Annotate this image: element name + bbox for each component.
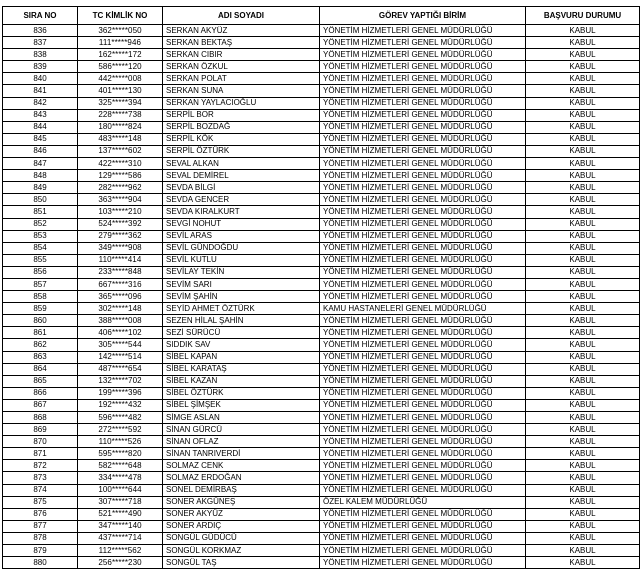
cell-tc-kimlik-no: 582*****648 (78, 460, 163, 472)
table-row (3, 25, 640, 37)
cell-gorev-birim: YÖNETİM HİZMETLERİ GENEL MÜDÜRLÜĞÜ (320, 448, 526, 460)
cell-basvuru-durumu: KABUL (526, 242, 640, 254)
cell-gorev-birim: YÖNETİM HİZMETLERİ GENEL MÜDÜRLÜĞÜ (320, 412, 526, 424)
cell-tc-kimlik-no: 422*****310 (78, 158, 163, 170)
cell-adi-soyadi: SONGÜL GÜDÜCÜ (163, 532, 320, 544)
table-row (3, 545, 640, 557)
cell-sira-no: 869 (3, 424, 78, 436)
cell-basvuru-durumu: KABUL (526, 206, 640, 218)
cell-gorev-birim: YÖNETİM HİZMETLERİ GENEL MÜDÜRLÜĞÜ (320, 557, 526, 569)
cell-sira-no: 866 (3, 387, 78, 399)
cell-basvuru-durumu: KABUL (526, 194, 640, 206)
cell-sira-no: 856 (3, 266, 78, 278)
cell-gorev-birim: YÖNETİM HİZMETLERİ GENEL MÜDÜRLÜĞÜ (320, 327, 526, 339)
table-row (3, 266, 640, 278)
table-row (3, 97, 640, 109)
cell-tc-kimlik-no: 349*****908 (78, 242, 163, 254)
header-tc-kimlik-no: TC KİMLİK NO (78, 7, 163, 25)
cell-tc-kimlik-no: 401*****130 (78, 85, 163, 97)
cell-basvuru-durumu: KABUL (526, 545, 640, 557)
cell-tc-kimlik-no: 442*****008 (78, 73, 163, 85)
cell-adi-soyadi: SOLMAZ ERDOĞAN (163, 472, 320, 484)
table-row (3, 315, 640, 327)
table-row (3, 182, 640, 194)
cell-tc-kimlik-no: 228*****738 (78, 109, 163, 121)
table-row (3, 508, 640, 520)
cell-basvuru-durumu: KABUL (526, 496, 640, 508)
cell-gorev-birim: YÖNETİM HİZMETLERİ GENEL MÜDÜRLÜĞÜ (320, 194, 526, 206)
table-row (3, 399, 640, 411)
cell-adi-soyadi: SEVİLAY TEKİN (163, 266, 320, 278)
cell-sira-no: 874 (3, 484, 78, 496)
cell-adi-soyadi: SEVİL ARAS (163, 230, 320, 242)
cell-gorev-birim: YÖNETİM HİZMETLERİ GENEL MÜDÜRLÜĞÜ (320, 266, 526, 278)
cell-basvuru-durumu: KABUL (526, 182, 640, 194)
cell-tc-kimlik-no: 388*****008 (78, 315, 163, 327)
cell-sira-no: 838 (3, 49, 78, 61)
table-row (3, 145, 640, 157)
cell-basvuru-durumu: KABUL (526, 484, 640, 496)
table-row (3, 291, 640, 303)
cell-gorev-birim: YÖNETİM HİZMETLERİ GENEL MÜDÜRLÜĞÜ (320, 424, 526, 436)
cell-basvuru-durumu: KABUL (526, 375, 640, 387)
cell-tc-kimlik-no: 100*****644 (78, 484, 163, 496)
table-row (3, 206, 640, 218)
cell-adi-soyadi: SIDDIK SAV (163, 339, 320, 351)
cell-sira-no: 852 (3, 218, 78, 230)
cell-tc-kimlik-no: 132*****702 (78, 375, 163, 387)
cell-basvuru-durumu: KABUL (526, 303, 640, 315)
cell-gorev-birim: YÖNETİM HİZMETLERİ GENEL MÜDÜRLÜĞÜ (320, 399, 526, 411)
table-row (3, 218, 640, 230)
cell-tc-kimlik-no: 667*****316 (78, 278, 163, 290)
cell-basvuru-durumu: KABUL (526, 339, 640, 351)
header-row (3, 7, 640, 25)
cell-gorev-birim: YÖNETİM HİZMETLERİ GENEL MÜDÜRLÜĞÜ (320, 25, 526, 37)
cell-basvuru-durumu: KABUL (526, 61, 640, 73)
table-row (3, 242, 640, 254)
table-row (3, 387, 640, 399)
table-row (3, 49, 640, 61)
cell-gorev-birim: YÖNETİM HİZMETLERİ GENEL MÜDÜRLÜĞÜ (320, 170, 526, 182)
cell-tc-kimlik-no: 272*****592 (78, 424, 163, 436)
cell-gorev-birim: YÖNETİM HİZMETLERİ GENEL MÜDÜRLÜĞÜ (320, 460, 526, 472)
table-row (3, 532, 640, 544)
cell-adi-soyadi: SEVAL DEMİREL (163, 170, 320, 182)
table-row (3, 254, 640, 266)
cell-tc-kimlik-no: 103*****210 (78, 206, 163, 218)
cell-sira-no: 875 (3, 496, 78, 508)
cell-gorev-birim: YÖNETİM HİZMETLERİ GENEL MÜDÜRLÜĞÜ (320, 206, 526, 218)
cell-adi-soyadi: SONEL DEMİRBAŞ (163, 484, 320, 496)
cell-sira-no: 858 (3, 291, 78, 303)
cell-tc-kimlik-no: 302*****148 (78, 303, 163, 315)
header-adi-soyadi: ADI SOYADI (163, 7, 320, 25)
cell-adi-soyadi: SİBEL ÖZTÜRK (163, 387, 320, 399)
cell-basvuru-durumu: KABUL (526, 85, 640, 97)
table-row (3, 412, 640, 424)
cell-adi-soyadi: SEYİD AHMET ÖZTÜRK (163, 303, 320, 315)
table-row (3, 303, 640, 315)
cell-adi-soyadi: SİNAN OFLAZ (163, 436, 320, 448)
cell-sira-no: 864 (3, 363, 78, 375)
cell-sira-no: 845 (3, 133, 78, 145)
cell-gorev-birim: YÖNETİM HİZMETLERİ GENEL MÜDÜRLÜĞÜ (320, 49, 526, 61)
cell-tc-kimlik-no: 595*****820 (78, 448, 163, 460)
cell-sira-no: 843 (3, 109, 78, 121)
cell-tc-kimlik-no: 129*****586 (78, 170, 163, 182)
cell-adi-soyadi: SERKAN YAYLACIOĞLU (163, 97, 320, 109)
cell-gorev-birim: YÖNETİM HİZMETLERİ GENEL MÜDÜRLÜĞÜ (320, 484, 526, 496)
cell-basvuru-durumu: KABUL (526, 291, 640, 303)
cell-sira-no: 841 (3, 85, 78, 97)
cell-basvuru-durumu: KABUL (526, 121, 640, 133)
cell-sira-no: 854 (3, 242, 78, 254)
cell-sira-no: 872 (3, 460, 78, 472)
cell-adi-soyadi: SERPİL BOZDAĞ (163, 121, 320, 133)
cell-tc-kimlik-no: 199*****396 (78, 387, 163, 399)
cell-basvuru-durumu: KABUL (526, 170, 640, 182)
cell-tc-kimlik-no: 256*****230 (78, 557, 163, 569)
cell-tc-kimlik-no: 487*****654 (78, 363, 163, 375)
cell-tc-kimlik-no: 325*****394 (78, 97, 163, 109)
cell-tc-kimlik-no: 362*****050 (78, 25, 163, 37)
cell-sira-no: 863 (3, 351, 78, 363)
cell-basvuru-durumu: KABUL (526, 254, 640, 266)
cell-sira-no: 879 (3, 545, 78, 557)
cell-gorev-birim: YÖNETİM HİZMETLERİ GENEL MÜDÜRLÜĞÜ (320, 97, 526, 109)
cell-adi-soyadi: SONGÜL KORKMAZ (163, 545, 320, 557)
cell-adi-soyadi: SEVAL ALKAN (163, 158, 320, 170)
table-row (3, 61, 640, 73)
cell-basvuru-durumu: KABUL (526, 266, 640, 278)
cell-basvuru-durumu: KABUL (526, 133, 640, 145)
cell-sira-no: 837 (3, 37, 78, 49)
cell-adi-soyadi: SEZİ SÜRÜCÜ (163, 327, 320, 339)
cell-gorev-birim: YÖNETİM HİZMETLERİ GENEL MÜDÜRLÜĞÜ (320, 254, 526, 266)
cell-gorev-birim: YÖNETİM HİZMETLERİ GENEL MÜDÜRLÜĞÜ (320, 436, 526, 448)
table-row (3, 327, 640, 339)
table-row (3, 557, 640, 569)
cell-gorev-birim: KAMU HASTANELERİ GENEL MÜDÜRLÜĞÜ (320, 303, 526, 315)
cell-adi-soyadi: SEVİL GÜNDOĞDU (163, 242, 320, 254)
cell-sira-no: 849 (3, 182, 78, 194)
cell-basvuru-durumu: KABUL (526, 508, 640, 520)
table-row (3, 133, 640, 145)
header-basvuru-durumu: BAŞVURU DURUMU (526, 7, 640, 25)
cell-adi-soyadi: SONER AKYÜZ (163, 508, 320, 520)
cell-gorev-birim: YÖNETİM HİZMETLERİ GENEL MÜDÜRLÜĞÜ (320, 109, 526, 121)
table-row (3, 496, 640, 508)
cell-adi-soyadi: SERKAN CIBIR (163, 49, 320, 61)
cell-sira-no: 877 (3, 520, 78, 532)
cell-adi-soyadi: SEVDA KIRALKURT (163, 206, 320, 218)
cell-adi-soyadi: SİBEL ŞİMŞEK (163, 399, 320, 411)
cell-basvuru-durumu: KABUL (526, 412, 640, 424)
cell-adi-soyadi: SERKAN AKYÜZ (163, 25, 320, 37)
cell-sira-no: 842 (3, 97, 78, 109)
applicant-table (2, 6, 640, 569)
cell-gorev-birim: YÖNETİM HİZMETLERİ GENEL MÜDÜRLÜĞÜ (320, 230, 526, 242)
cell-tc-kimlik-no: 110*****414 (78, 254, 163, 266)
cell-sira-no: 853 (3, 230, 78, 242)
cell-basvuru-durumu: KABUL (526, 448, 640, 460)
cell-tc-kimlik-no: 162*****172 (78, 49, 163, 61)
table-row (3, 472, 640, 484)
cell-sira-no: 865 (3, 375, 78, 387)
cell-tc-kimlik-no: 233*****848 (78, 266, 163, 278)
cell-gorev-birim: YÖNETİM HİZMETLERİ GENEL MÜDÜRLÜĞÜ (320, 145, 526, 157)
cell-tc-kimlik-no: 307*****718 (78, 496, 163, 508)
cell-gorev-birim: YÖNETİM HİZMETLERİ GENEL MÜDÜRLÜĞÜ (320, 339, 526, 351)
cell-sira-no: 880 (3, 557, 78, 569)
cell-gorev-birim: YÖNETİM HİZMETLERİ GENEL MÜDÜRLÜĞÜ (320, 37, 526, 49)
cell-adi-soyadi: SEZEN HİLAL ŞAHİN (163, 315, 320, 327)
cell-adi-soyadi: SEVGİ NOHUT (163, 218, 320, 230)
cell-tc-kimlik-no: 365*****096 (78, 291, 163, 303)
cell-gorev-birim: YÖNETİM HİZMETLERİ GENEL MÜDÜRLÜĞÜ (320, 121, 526, 133)
table-row (3, 170, 640, 182)
cell-adi-soyadi: SONER AKGÜNEŞ (163, 496, 320, 508)
cell-sira-no: 839 (3, 61, 78, 73)
cell-tc-kimlik-no: 437*****714 (78, 532, 163, 544)
cell-basvuru-durumu: KABUL (526, 25, 640, 37)
table-row (3, 436, 640, 448)
cell-sira-no: 860 (3, 315, 78, 327)
cell-gorev-birim: YÖNETİM HİZMETLERİ GENEL MÜDÜRLÜĞÜ (320, 508, 526, 520)
cell-adi-soyadi: SERKAN SUNA (163, 85, 320, 97)
header-sira-no: SIRA NO (3, 7, 78, 25)
cell-adi-soyadi: SİNAN TANRIVERDİ (163, 448, 320, 460)
cell-tc-kimlik-no: 586*****120 (78, 61, 163, 73)
cell-adi-soyadi: SİNAN GÜRCÜ (163, 424, 320, 436)
cell-adi-soyadi: SERPİL BOR (163, 109, 320, 121)
cell-sira-no: 871 (3, 448, 78, 460)
cell-adi-soyadi: SEVİM ŞAHİN (163, 291, 320, 303)
cell-adi-soyadi: SİMGE ASLAN (163, 412, 320, 424)
table-row (3, 73, 640, 85)
cell-gorev-birim: YÖNETİM HİZMETLERİ GENEL MÜDÜRLÜĞÜ (320, 545, 526, 557)
cell-gorev-birim: YÖNETİM HİZMETLERİ GENEL MÜDÜRLÜĞÜ (320, 61, 526, 73)
cell-tc-kimlik-no: 521*****490 (78, 508, 163, 520)
cell-gorev-birim: YÖNETİM HİZMETLERİ GENEL MÜDÜRLÜĞÜ (320, 133, 526, 145)
table-row (3, 85, 640, 97)
cell-tc-kimlik-no: 483*****148 (78, 133, 163, 145)
cell-sira-no: 850 (3, 194, 78, 206)
cell-tc-kimlik-no: 110*****526 (78, 436, 163, 448)
table-row (3, 278, 640, 290)
cell-sira-no: 848 (3, 170, 78, 182)
cell-gorev-birim: YÖNETİM HİZMETLERİ GENEL MÜDÜRLÜĞÜ (320, 387, 526, 399)
cell-gorev-birim: YÖNETİM HİZMETLERİ GENEL MÜDÜRLÜĞÜ (320, 278, 526, 290)
cell-sira-no: 855 (3, 254, 78, 266)
cell-basvuru-durumu: KABUL (526, 278, 640, 290)
cell-gorev-birim: YÖNETİM HİZMETLERİ GENEL MÜDÜRLÜĞÜ (320, 242, 526, 254)
cell-gorev-birim: YÖNETİM HİZMETLERİ GENEL MÜDÜRLÜĞÜ (320, 85, 526, 97)
cell-adi-soyadi: SONER ARDIÇ (163, 520, 320, 532)
cell-adi-soyadi: SERKAN ÖZKUL (163, 61, 320, 73)
table-row (3, 158, 640, 170)
cell-sira-no: 876 (3, 508, 78, 520)
cell-basvuru-durumu: KABUL (526, 315, 640, 327)
cell-adi-soyadi: SEVİL KUTLU (163, 254, 320, 266)
table-header (3, 7, 640, 25)
cell-tc-kimlik-no: 112*****562 (78, 545, 163, 557)
cell-basvuru-durumu: KABUL (526, 363, 640, 375)
cell-tc-kimlik-no: 279*****362 (78, 230, 163, 242)
cell-tc-kimlik-no: 334*****478 (78, 472, 163, 484)
cell-tc-kimlik-no: 406*****102 (78, 327, 163, 339)
cell-gorev-birim: ÖZEL KALEM MÜDÜRLÜĞÜ (320, 496, 526, 508)
cell-gorev-birim: YÖNETİM HİZMETLERİ GENEL MÜDÜRLÜĞÜ (320, 472, 526, 484)
cell-gorev-birim: YÖNETİM HİZMETLERİ GENEL MÜDÜRLÜĞÜ (320, 73, 526, 85)
cell-adi-soyadi: SERKAN POLAT (163, 73, 320, 85)
cell-sira-no: 857 (3, 278, 78, 290)
cell-adi-soyadi: SİBEL KAPAN (163, 351, 320, 363)
cell-gorev-birim: YÖNETİM HİZMETLERİ GENEL MÜDÜRLÜĞÜ (320, 218, 526, 230)
cell-basvuru-durumu: KABUL (526, 73, 640, 85)
cell-adi-soyadi: SEVDA GENCER (163, 194, 320, 206)
cell-gorev-birim: YÖNETİM HİZMETLERİ GENEL MÜDÜRLÜĞÜ (320, 158, 526, 170)
cell-basvuru-durumu: KABUL (526, 532, 640, 544)
table-row (3, 448, 640, 460)
table-row (3, 520, 640, 532)
cell-sira-no: 868 (3, 412, 78, 424)
cell-basvuru-durumu: KABUL (526, 218, 640, 230)
cell-gorev-birim: YÖNETİM HİZMETLERİ GENEL MÜDÜRLÜĞÜ (320, 375, 526, 387)
cell-basvuru-durumu: KABUL (526, 557, 640, 569)
cell-basvuru-durumu: KABUL (526, 327, 640, 339)
cell-basvuru-durumu: KABUL (526, 37, 640, 49)
cell-tc-kimlik-no: 347*****140 (78, 520, 163, 532)
cell-basvuru-durumu: KABUL (526, 436, 640, 448)
cell-basvuru-durumu: KABUL (526, 520, 640, 532)
table-row (3, 484, 640, 496)
cell-sira-no: 859 (3, 303, 78, 315)
table-row (3, 375, 640, 387)
table-row (3, 424, 640, 436)
cell-tc-kimlik-no: 305*****544 (78, 339, 163, 351)
cell-basvuru-durumu: KABUL (526, 351, 640, 363)
cell-sira-no: 862 (3, 339, 78, 351)
cell-adi-soyadi: SERPİL ÖZTÜRK (163, 145, 320, 157)
table-row (3, 37, 640, 49)
cell-tc-kimlik-no: 111*****946 (78, 37, 163, 49)
cell-gorev-birim: YÖNETİM HİZMETLERİ GENEL MÜDÜRLÜĞÜ (320, 520, 526, 532)
cell-tc-kimlik-no: 363*****904 (78, 194, 163, 206)
cell-sira-no: 851 (3, 206, 78, 218)
cell-adi-soyadi: SİBEL KAZAN (163, 375, 320, 387)
cell-gorev-birim: YÖNETİM HİZMETLERİ GENEL MÜDÜRLÜĞÜ (320, 291, 526, 303)
cell-adi-soyadi: SEVDA BİLGİ (163, 182, 320, 194)
cell-basvuru-durumu: KABUL (526, 158, 640, 170)
table-row (3, 194, 640, 206)
cell-basvuru-durumu: KABUL (526, 387, 640, 399)
table-row (3, 363, 640, 375)
cell-basvuru-durumu: KABUL (526, 97, 640, 109)
cell-sira-no: 836 (3, 25, 78, 37)
header-gorev-birim: GÖREV YAPTIĞI BİRİM (320, 7, 526, 25)
table-row (3, 460, 640, 472)
cell-sira-no: 867 (3, 399, 78, 411)
cell-basvuru-durumu: KABUL (526, 399, 640, 411)
cell-basvuru-durumu: KABUL (526, 460, 640, 472)
cell-gorev-birim: YÖNETİM HİZMETLERİ GENEL MÜDÜRLÜĞÜ (320, 363, 526, 375)
table-row (3, 121, 640, 133)
cell-basvuru-durumu: KABUL (526, 109, 640, 121)
table-row (3, 230, 640, 242)
cell-sira-no: 844 (3, 121, 78, 133)
cell-sira-no: 847 (3, 158, 78, 170)
cell-gorev-birim: YÖNETİM HİZMETLERİ GENEL MÜDÜRLÜĞÜ (320, 315, 526, 327)
cell-sira-no: 878 (3, 532, 78, 544)
cell-adi-soyadi: SOLMAZ CENK (163, 460, 320, 472)
cell-adi-soyadi: SİBEL KARATAŞ (163, 363, 320, 375)
cell-gorev-birim: YÖNETİM HİZMETLERİ GENEL MÜDÜRLÜĞÜ (320, 182, 526, 194)
cell-adi-soyadi: SONGÜL TAŞ (163, 557, 320, 569)
cell-basvuru-durumu: KABUL (526, 424, 640, 436)
cell-sira-no: 873 (3, 472, 78, 484)
cell-adi-soyadi: SERKAN BEKTAŞ (163, 37, 320, 49)
cell-gorev-birim: YÖNETİM HİZMETLERİ GENEL MÜDÜRLÜĞÜ (320, 351, 526, 363)
cell-adi-soyadi: SEVİM SARI (163, 278, 320, 290)
table-body (3, 25, 640, 569)
cell-tc-kimlik-no: 524*****392 (78, 218, 163, 230)
cell-tc-kimlik-no: 596*****482 (78, 412, 163, 424)
cell-basvuru-durumu: KABUL (526, 472, 640, 484)
cell-basvuru-durumu: KABUL (526, 230, 640, 242)
table-row (3, 339, 640, 351)
cell-sira-no: 846 (3, 145, 78, 157)
cell-tc-kimlik-no: 142*****514 (78, 351, 163, 363)
cell-tc-kimlik-no: 137*****602 (78, 145, 163, 157)
cell-sira-no: 861 (3, 327, 78, 339)
table-row (3, 351, 640, 363)
cell-basvuru-durumu: KABUL (526, 49, 640, 61)
cell-gorev-birim: YÖNETİM HİZMETLERİ GENEL MÜDÜRLÜĞÜ (320, 532, 526, 544)
table-row (3, 109, 640, 121)
cell-basvuru-durumu: KABUL (526, 145, 640, 157)
cell-tc-kimlik-no: 180*****824 (78, 121, 163, 133)
cell-tc-kimlik-no: 192*****432 (78, 399, 163, 411)
cell-tc-kimlik-no: 282*****962 (78, 182, 163, 194)
cell-adi-soyadi: SERPİL KÖK (163, 133, 320, 145)
cell-sira-no: 870 (3, 436, 78, 448)
cell-sira-no: 840 (3, 73, 78, 85)
